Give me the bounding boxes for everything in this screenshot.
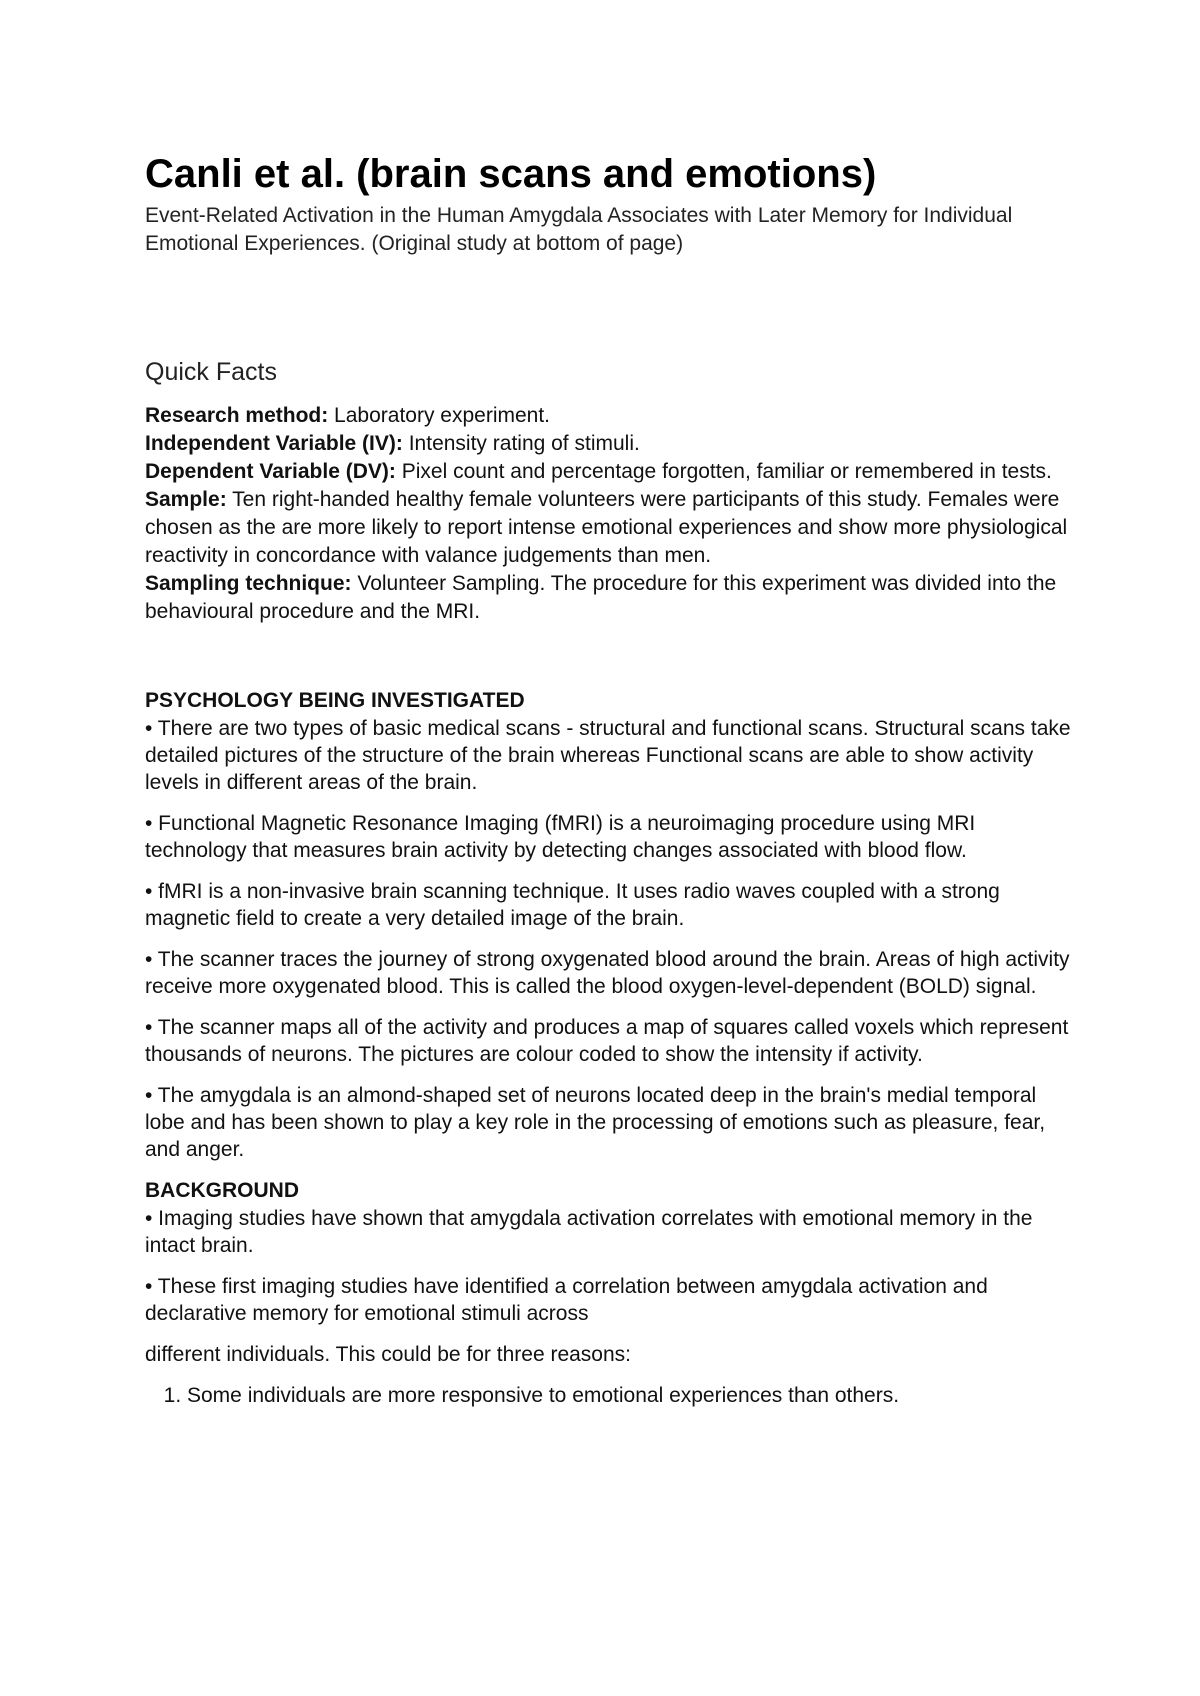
fact-sample	[145, 486, 1075, 570]
fact-text: Volunteer Sampling. The procedure for this experiment was divided into the behavioural procedure and the MRI.	[145, 572, 1057, 623]
psychology-paragraph: • The amygdala is an almond-shaped set of neurons located deep in the brain's medial temporal lobe and has been shown to play a key role in the processing of emotions such as pleasure, fear, and anger.	[145, 1084, 1046, 1161]
document-page	[145, 150, 1075, 1410]
fact-label: Sample:	[145, 488, 227, 511]
psychology-paragraph: • The scanner traces the journey of strong oxygenated blood around the brain. Areas of high activity receive more oxygenated blood. This is called the blood oxygen-level-dependent (BOLD) signal.	[145, 948, 1070, 998]
fact-research-method	[145, 402, 1075, 430]
quick-facts-heading: Quick Facts	[145, 358, 277, 386]
document-title: Canli et al. (brain scans and emotions)	[145, 152, 877, 196]
list-item: 1. Some individuals are more responsive to emotional experiences than others.	[187, 1382, 1075, 1410]
fact-text: Laboratory experiment.	[328, 404, 551, 427]
fact-text: Intensity rating of stimuli.	[402, 432, 640, 455]
background-paragraph: • These first imaging studies have identified a correlation between amygdala activation and declarative memory for emotional stimuli across	[145, 1275, 988, 1325]
fact-label: Dependent Variable (DV):	[145, 460, 396, 483]
psychology-paragraph: • There are two types of basic medical scans - structural and functional scans. Structural scans take detailed pictures of the structure of the brain whereas Functional scans are able to show activity levels in different areas of the brain.	[145, 717, 1071, 794]
background-heading: BACKGROUND	[145, 1179, 299, 1202]
psychology-heading: PSYCHOLOGY BEING INVESTIGATED	[145, 689, 525, 712]
fact-dependent-variable	[145, 458, 1075, 486]
psychology-paragraph: • Functional Magnetic Resonance Imaging (fMRI) is a neuroimaging procedure using MRI technology that measures brain activity by detecting changes associated with blood flow.	[145, 812, 976, 862]
quick-facts-list	[145, 402, 1075, 626]
background-paragraph: different individuals. This could be for three reasons:	[145, 1343, 632, 1366]
fact-label: Independent Variable (IV):	[145, 432, 403, 455]
psychology-paragraph: • The scanner maps all of the activity and produces a map of squares called voxels which represent thousands of neurons. The pictures are colour coded to show the intensity if activity.	[145, 1016, 1069, 1066]
reasons-list	[145, 1382, 1075, 1410]
background-paragraph: • Imaging studies have shown that amygdala activation correlates with emotional memory in the intact brain.	[145, 1207, 1033, 1257]
document-subtitle: Event-Related Activation in the Human Amygdala Associates with Later Memory for Individual Emotional Experiences. (Original study at bottom of page)	[145, 204, 1013, 255]
fact-sampling-technique	[145, 570, 1075, 626]
fact-text: Ten right-handed healthy female volunteers were participants of this study. Females were chosen as the are more likely to report intense emotional experiences and show more physiological reactivity in concordance with valance judgements than men.	[145, 488, 1068, 567]
fact-label: Sampling technique:	[145, 572, 352, 595]
fact-label: Research method:	[145, 404, 329, 427]
fact-text: Pixel count and percentage forgotten, familiar or remembered in tests.	[395, 460, 1052, 483]
psychology-paragraph: • fMRI is a non-invasive brain scanning technique. It uses radio waves coupled with a strong magnetic field to create a very detailed image of the brain.	[145, 880, 1000, 930]
fact-independent-variable	[145, 430, 1075, 458]
